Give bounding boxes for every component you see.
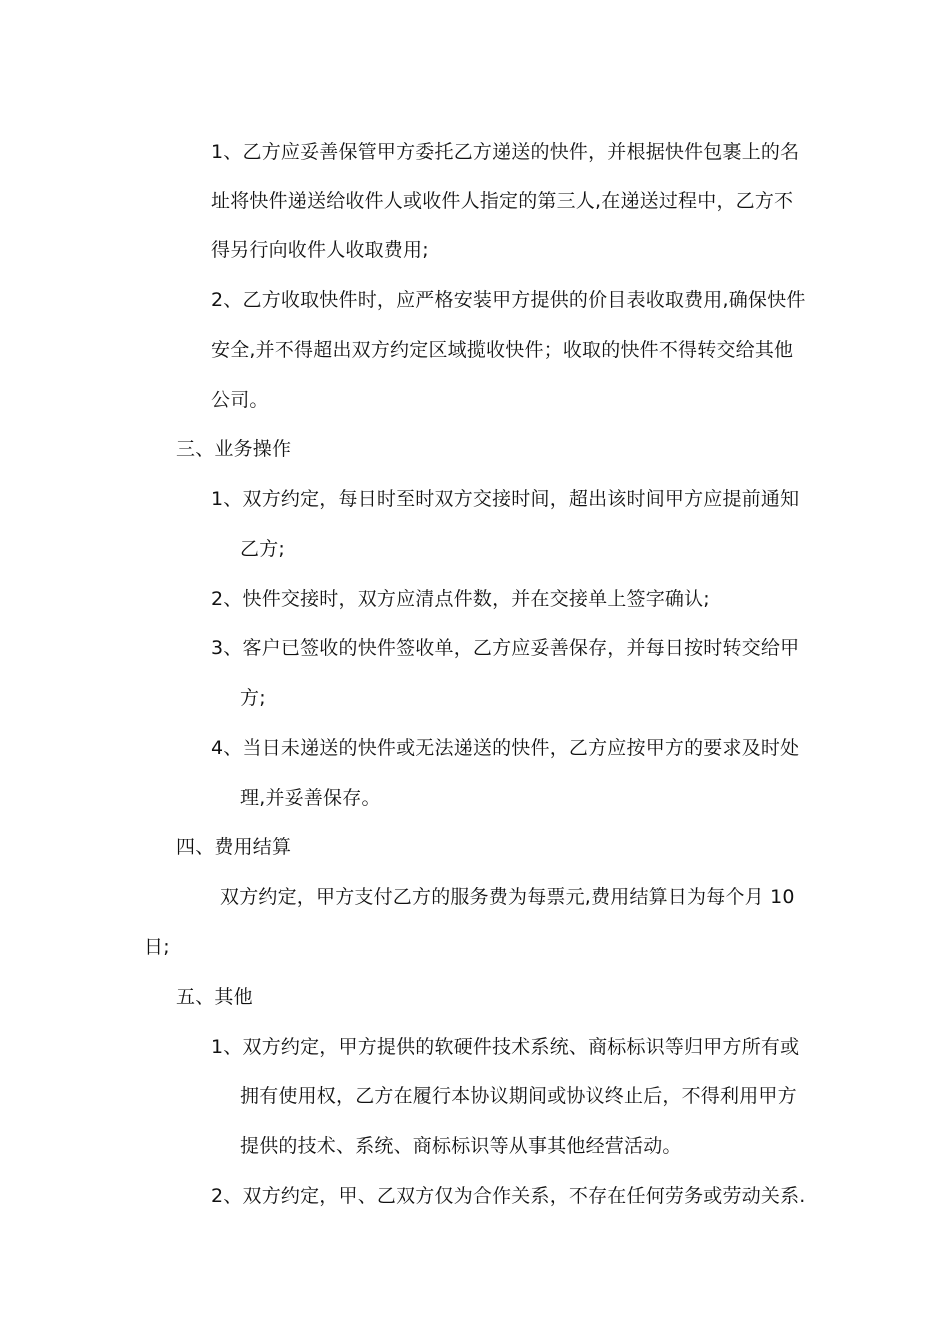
section-3-item-4-line-2: 理,并妥善保存。	[240, 787, 381, 809]
section-3-heading: 三、业务操作	[176, 438, 292, 460]
item-2-line-1: 2、乙方收取快件时，应严格安装甲方提供的价目表收取费用,确保快件	[211, 289, 806, 311]
item-1-line-2: 址将快件递送给收件人或收件人指定的第三人,在递送过程中，乙方不	[211, 190, 794, 212]
section-5-item-1-line-2: 拥有使用权，乙方在履行本协议期间或协议终止后，不得利用甲方	[240, 1085, 797, 1107]
section-4-heading: 四、费用结算	[176, 836, 292, 858]
item-2-line-2: 安全,并不得超出双方约定区域揽收快件；收取的快件不得转交给其他	[211, 339, 794, 361]
item-2-line-3: 公司。	[211, 389, 269, 411]
section-3-item-3-line-1: 3、客户已签收的快件签收单，乙方应妥善保存，并每日按时转交给甲	[211, 637, 800, 659]
section-3-item-4-line-1: 4、当日未递送的快件或无法递送的快件，乙方应按甲方的要求及时处	[211, 737, 800, 759]
section-3-item-2-line-1: 2、快件交接时，双方应清点件数，并在交接单上签字确认;	[211, 588, 710, 610]
section-3-item-3-line-2: 方;	[240, 687, 266, 709]
section-5-item-1-line-3: 提供的技术、系统、商标标识等从事其他经营活动。	[240, 1135, 682, 1157]
item-1-line-1: 1、乙方应妥善保管甲方委托乙方递送的快件，并根据快件包裹上的名	[211, 141, 800, 163]
section-5-heading: 五、其他	[176, 986, 253, 1008]
section-4-paragraph-line-1: 双方约定，甲方支付乙方的服务费为每票元,费用结算日为每个月 10	[220, 886, 795, 908]
section-5-item-2-line-1: 2、双方约定，甲、乙双方仅为合作关系，不存在任何劳务或劳动关系.	[211, 1185, 806, 1207]
section-3-item-1-line-1: 1、双方约定，每日时至时双方交接时间，超出该时间甲方应提前通知	[211, 488, 800, 510]
section-4-paragraph-line-2: 日;	[144, 936, 170, 958]
section-5-item-1-line-1: 1、双方约定，甲方提供的软硬件技术系统、商标标识等归甲方所有或	[211, 1036, 800, 1058]
item-1-line-3: 得另行向收件人收取费用;	[211, 239, 429, 261]
section-3-item-1-line-2: 乙方;	[240, 538, 286, 560]
